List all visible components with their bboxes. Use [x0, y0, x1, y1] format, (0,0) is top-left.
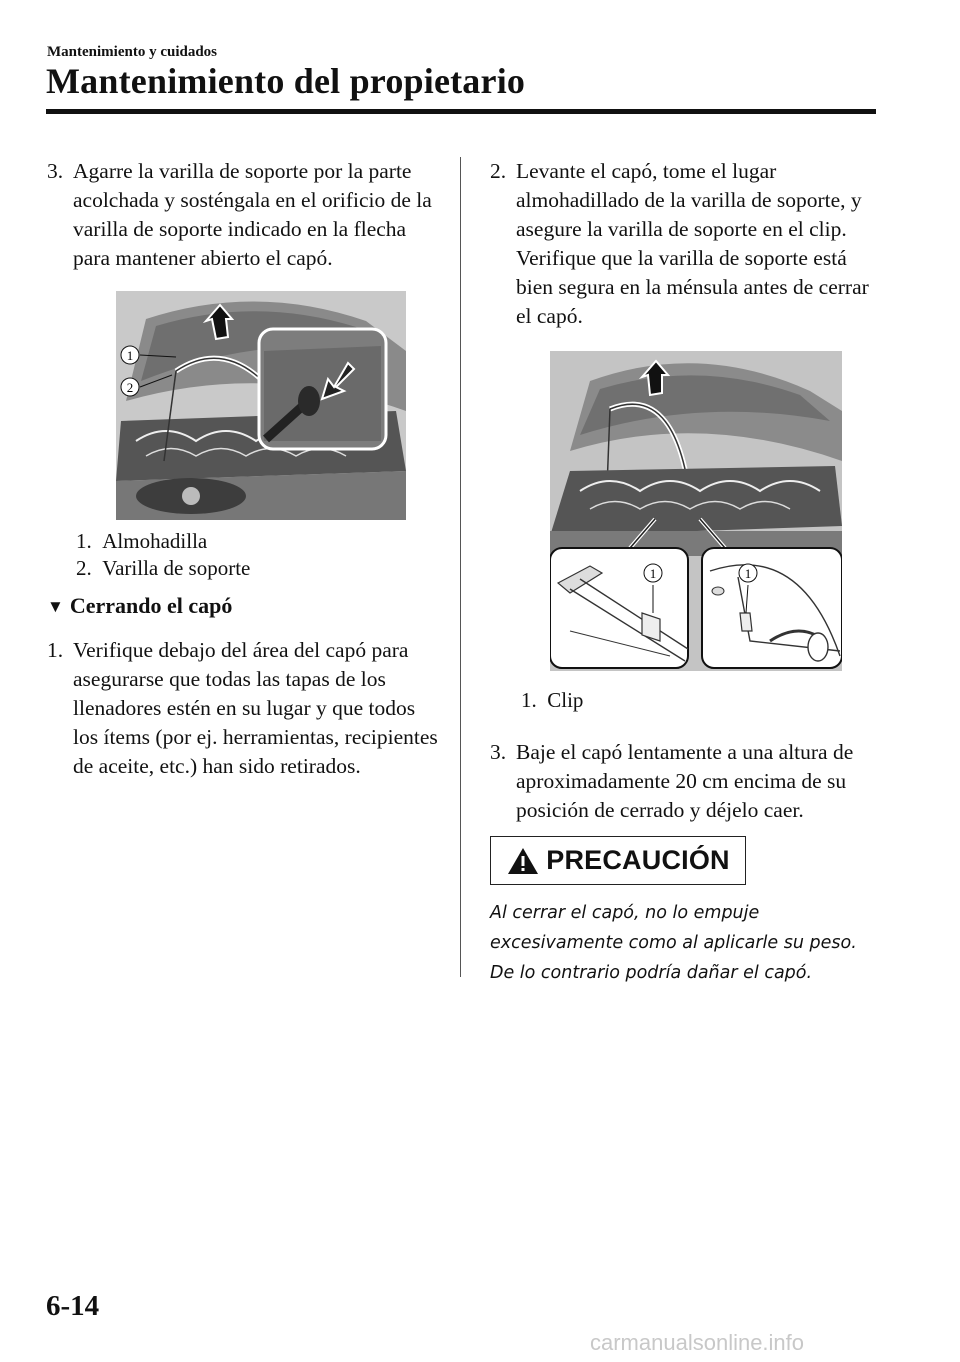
- step-number: 2.: [490, 159, 507, 183]
- page-number: 6-14: [46, 1290, 100, 1322]
- triangle-down-icon: ▼: [47, 597, 64, 616]
- step-3-right: [490, 738, 882, 825]
- hood-clip-figure: [550, 351, 842, 671]
- watermark: carmanualsonline.info: [590, 1330, 805, 1355]
- svg-text:1: 1: [649, 566, 657, 581]
- page-title: Mantenimiento del propietario: [46, 61, 526, 101]
- step-text: Verifique debajo del área del capó para asegurarse que todas las tapas de los llenadores estén en su lugar y que todos los ítems (por ej. herramientas, recipientes de aceite, etc.) han sido retirados.: [73, 638, 438, 778]
- svg-text:1: 1: [744, 566, 752, 581]
- caution-box: [490, 836, 746, 885]
- step-1-left: [47, 636, 439, 781]
- step-3-left: [47, 157, 439, 273]
- step-text: Baje el capó lentamente a una altura de aproximadamente 20 cm encima de su posición de cerrado y déjelo caer.: [516, 740, 854, 822]
- caption-1: 1. Almohadilla: [76, 529, 208, 553]
- caution-label: PRECAUCIÓN: [546, 845, 730, 875]
- warning-icon: [506, 846, 540, 876]
- svg-text:2: 2: [126, 380, 134, 395]
- svg-text:1: 1: [126, 348, 134, 363]
- step-text: Agarre la varilla de soporte por la parte acolchada y sosténgala en el orificio de la varilla de soporte indicado en la flecha para mantener abierto el capó.: [73, 159, 432, 270]
- step-text: Levante el capó, tome el lugar almohadillado de la varilla de soporte, y asegure la varilla de soporte en el clip. Verifique que la varilla de soporte está bien segura en la ménsula antes de cerrar el capó.: [516, 159, 869, 328]
- step-2-right: [490, 157, 882, 331]
- step-number: 1.: [47, 638, 64, 662]
- caption-2: 2. Varilla de soporte: [76, 556, 251, 580]
- hood-prop-rod-figure: [116, 291, 406, 520]
- header-rule: [46, 109, 876, 114]
- column-divider: [460, 157, 461, 977]
- step-number: 3.: [490, 740, 507, 764]
- caption-clip: 1. Clip: [521, 688, 584, 712]
- section-label: Mantenimiento y cuidados: [47, 44, 218, 60]
- caution-text: Al cerrar el capó, no lo empuje excesivamente como al aplicarle su peso. De lo contrario podría dañar el capó.: [490, 903, 857, 983]
- subheading-cerrando: ▼ Cerrando el capó: [47, 593, 233, 618]
- step-number: 3.: [47, 159, 64, 183]
